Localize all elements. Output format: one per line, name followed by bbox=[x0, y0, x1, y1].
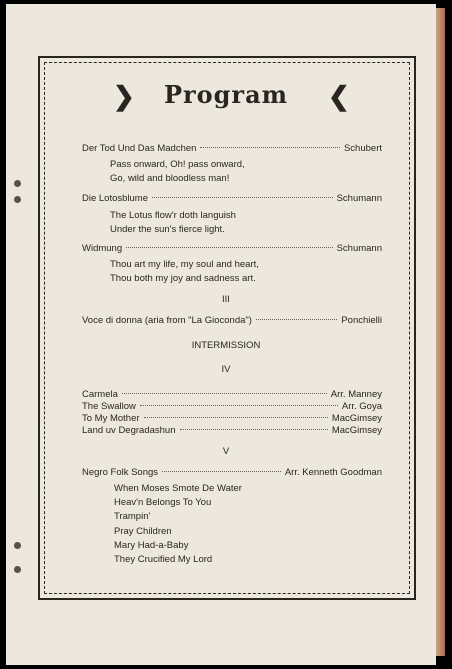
piece-title: Voce di donna (aria from "La Gioconda") bbox=[82, 315, 252, 326]
page-title: Program bbox=[163, 80, 289, 109]
leader-dots bbox=[144, 417, 328, 418]
piece-title: The Swallow bbox=[82, 401, 136, 412]
verse-line: Under the sun's fierce light. bbox=[110, 224, 225, 235]
program-entry bbox=[82, 143, 382, 157]
song-title: They Crucified My Lord bbox=[114, 554, 213, 566]
piece-title: Die Lotosblume bbox=[82, 193, 149, 204]
leader-dots bbox=[140, 405, 338, 406]
intermission-heading: INTERMISSION bbox=[191, 340, 261, 351]
binding-hole bbox=[14, 542, 21, 549]
song-title: Heav'n Belongs To You bbox=[114, 497, 212, 509]
leader-dots bbox=[162, 471, 281, 472]
composer: Schubert bbox=[343, 143, 382, 154]
composer: Ponchielli bbox=[341, 315, 382, 326]
leader-dots bbox=[122, 393, 327, 394]
piece-title: Negro Folk Songs bbox=[82, 467, 159, 478]
composer: MacGimsey bbox=[331, 425, 382, 436]
leader-dots bbox=[200, 147, 340, 148]
program-entry bbox=[82, 193, 382, 207]
section-heading: V bbox=[222, 446, 230, 457]
right-ornament-icon: ❮ bbox=[328, 82, 350, 112]
song-title: Mary Had-a-Baby bbox=[114, 539, 189, 551]
binding-hole bbox=[14, 566, 21, 573]
song-title: Pray Children bbox=[114, 525, 172, 537]
piece-title: Widmung bbox=[82, 243, 123, 254]
composer: Arr. Manney bbox=[330, 389, 382, 400]
section-heading: IV bbox=[221, 364, 231, 375]
program-entry bbox=[82, 315, 382, 329]
piece-title: To My Mother bbox=[82, 413, 140, 424]
piece-title: Der Tod Und Das Madchen bbox=[82, 143, 197, 154]
piece-title: Land uv Degradashun bbox=[82, 425, 176, 436]
piece-title: Carmela bbox=[82, 389, 118, 400]
verse-line: Go, wild and bloodless man! bbox=[110, 173, 230, 184]
binding-hole bbox=[14, 180, 21, 187]
leader-dots bbox=[256, 319, 337, 320]
program-entry bbox=[82, 243, 382, 257]
song-title: Trampin' bbox=[114, 511, 151, 523]
verse-line: Pass onward, Oh! pass onward, bbox=[110, 159, 245, 170]
section-heading: III bbox=[222, 294, 230, 305]
program-entry bbox=[82, 467, 382, 481]
verse-line: Thou art my life, my soul and heart, bbox=[110, 259, 259, 270]
left-ornament-icon: ❯ bbox=[113, 82, 135, 112]
verse bbox=[110, 158, 245, 186]
verse bbox=[110, 258, 259, 286]
composer: Schumann bbox=[336, 193, 382, 204]
composer: MacGimsey bbox=[331, 413, 382, 424]
verse-line: The Lotus flow'r doth languish bbox=[110, 210, 236, 221]
composer: Arr. Kenneth Goodman bbox=[284, 467, 382, 478]
verse bbox=[110, 209, 236, 237]
program-entry bbox=[82, 425, 382, 439]
verse-line: Thou both my joy and sadness art. bbox=[110, 273, 256, 284]
binding-hole bbox=[14, 196, 21, 203]
composer: Schumann bbox=[336, 243, 382, 254]
leader-dots bbox=[152, 197, 333, 198]
leader-dots bbox=[180, 429, 328, 430]
song-title: When Moses Smote De Water bbox=[114, 483, 242, 494]
leader-dots bbox=[126, 247, 332, 248]
song-list bbox=[114, 482, 242, 567]
composer: Arr. Goya bbox=[341, 401, 382, 412]
